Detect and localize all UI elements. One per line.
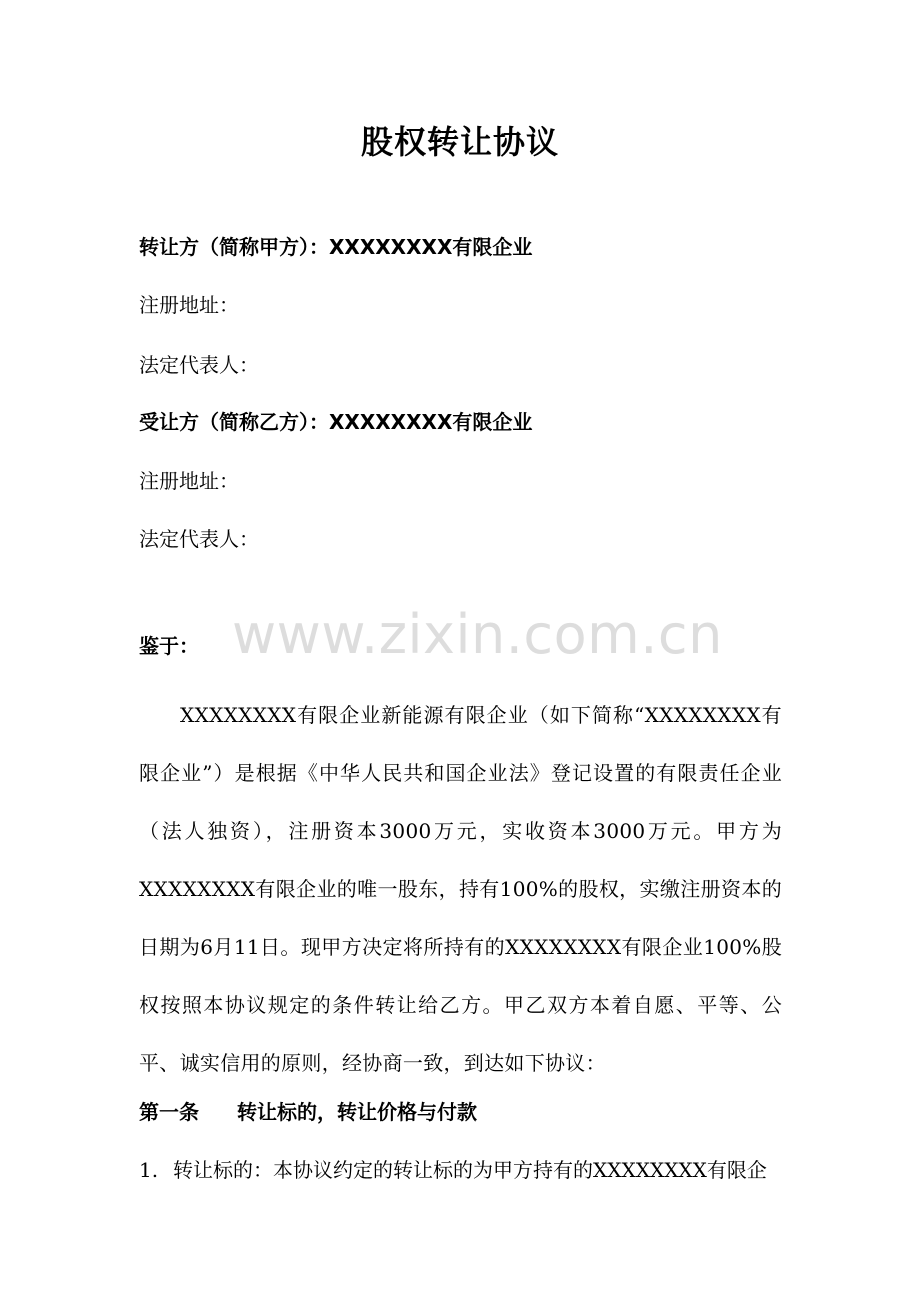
transferee-address-label: 注册地址：	[139, 469, 239, 493]
transferee-line: 受让方（简称乙方）：XXXXXXXX有限企业	[139, 410, 533, 434]
transferor-line: 转让方（简称甲方）：XXXXXXXX有限企业	[139, 235, 533, 259]
article-1-number: 第一条	[139, 1100, 199, 1124]
whereas-heading: 鉴于：	[139, 634, 199, 658]
transferor-address-label: 注册地址：	[139, 293, 239, 317]
document-title: 股权转让协议	[360, 123, 559, 161]
clause-1	[139, 1155, 767, 1185]
transferee-representative-label: 法定代表人：	[139, 527, 259, 551]
clause-1-number: 1.	[139, 1158, 159, 1182]
watermark-text: www.zixin.com.cn	[232, 603, 723, 666]
transferor-representative-label: 法定代表人：	[139, 353, 259, 377]
whereas-paragraph: XXXXXXXX有限企业新能源有限企业（如下简称“XXXXXXXX有限企业”）是根据《中华人民共和国企业法》登记设置的有限责任企业（法人独资），注册资本3000万元，实收资本3000万元。甲方为XXXXXXXX有限企业的唯一股东，持有100%的股权，实缴注册资本的日期为6月11日。现甲方决定将所持有的XXXXXXXX有限企业100%股权按照本协议规定的条件转让给乙方。甲乙双方本着自愿、平等、公平、诚实信用的原则，经协商一致，到达如下协议：	[139, 703, 782, 1075]
article-1-heading	[139, 1097, 477, 1127]
article-1-title: 转让标的，转让价格与付款	[237, 1100, 477, 1124]
clause-1-text: 转让标的：本协议约定的转让标的为甲方持有的XXXXXXXX有限企	[173, 1158, 767, 1182]
